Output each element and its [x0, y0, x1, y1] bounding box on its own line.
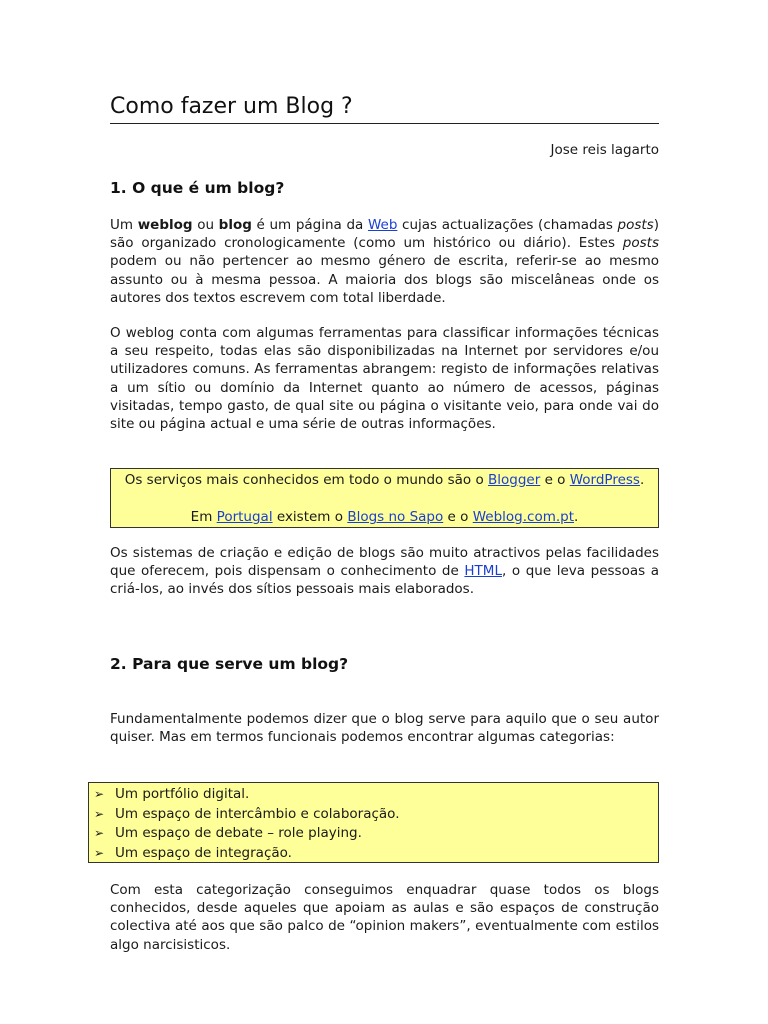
section-2-heading: 2. Para que serve um blog? — [110, 655, 349, 673]
list-item-text: Um espaço de integração. — [115, 844, 292, 861]
categories-list — [89, 783, 658, 863]
text-run: Em — [190, 509, 217, 525]
section-1-paragraph-1 — [110, 216, 659, 307]
italic-term-posts: posts — [617, 217, 654, 233]
text-run: cujas actualizações (chamadas — [397, 217, 618, 233]
portugal-link[interactable]: Portugal — [216, 509, 273, 525]
text-run: Os serviços mais conhecidos em todo o mundo são o — [124, 472, 488, 488]
text-run: podem ou não pertencer ao mesmo género de escrita, referir-se ao mesmo assunto ou à mesma pessoa. A maioria dos blogs são miscelâneas onde os autores dos textos escrevem com total liberdade. — [110, 253, 659, 306]
text-run: . — [639, 472, 645, 488]
wordpress-link[interactable]: WordPress — [569, 472, 640, 488]
section-1-paragraph-2: O weblog conta com algumas ferramentas para classificar informações técnicas a seu respeito, todas elas são disponibilizadas na Internet por servidores e/ou utilizadores comuns. As ferramentas abrangem: registo de informações relativas a um sítio ou domínio da Internet quanto ao número de acessos, páginas visitadas, tempo gasto, de qual site ou página o visitante veio, para onde vai do site ou página actual e uma série de outras informações. — [110, 325, 659, 433]
bold-term-weblog: weblog — [137, 217, 193, 233]
section-1-paragraph-3 — [110, 544, 659, 599]
text-run: existem o — [272, 509, 348, 525]
italic-term-posts: posts — [622, 235, 659, 252]
text-run: ) são organizado cronologicamente (como um histórico ou diário). Estes — [110, 217, 659, 252]
text-run: . — [574, 509, 579, 525]
text-run: ou — [192, 217, 219, 233]
section-1-heading: 1. O que é um blog? — [110, 179, 285, 197]
services-line-1 — [111, 469, 658, 489]
services-highlight-box — [110, 468, 659, 528]
text-run: e o — [540, 472, 570, 488]
weblog-com-pt-link[interactable]: Weblog.com.pt — [472, 509, 575, 525]
bold-term-blog: blog — [218, 217, 252, 233]
web-link[interactable]: Web — [367, 217, 398, 233]
html-link[interactable]: HTML — [464, 563, 502, 580]
arrow-bullet-icon: ➢ — [94, 806, 105, 821]
text-run: é um página da — [251, 217, 368, 233]
list-item-text: Um espaço de intercâmbio e colaboração. — [115, 805, 400, 822]
list-item — [89, 824, 658, 844]
arrow-bullet-icon: ➢ — [94, 826, 105, 840]
blogs-no-sapo-link[interactable]: Blogs no Sapo — [347, 509, 444, 525]
text-run: Um — [110, 217, 138, 233]
text-run: , o que leva pessoas a criá-los, ao invés dos sítios pessoais mais elaborados. — [110, 563, 659, 598]
page-title: Como fazer um Blog ? — [110, 92, 659, 124]
list-item — [89, 805, 658, 825]
text-run: e o — [443, 509, 473, 525]
section-2-intro: Fundamentalmente podemos dizer que o blog serve para aquilo que o seu autor quiser. Mas em termos funcionais podemos encontrar algumas categorias: — [110, 711, 659, 746]
list-item — [89, 785, 658, 805]
arrow-bullet-icon: ➢ — [94, 845, 105, 860]
author-name: Jose reis lagarto — [550, 142, 659, 158]
list-item-text: Um portfólio digital. — [115, 786, 250, 802]
arrow-bullet-icon: ➢ — [94, 787, 105, 801]
services-line-2 — [111, 489, 658, 526]
text-run: Os sistemas de criação e edição de blogs são muito atractivos pelas facilidades que oferecem, pois dispensam o conhecimento de — [110, 545, 659, 580]
list-item — [89, 844, 658, 864]
list-item-text: Um espaço de debate – role playing. — [115, 825, 362, 841]
section-2-outro: Com esta categorização conseguimos enquadrar quase todos os blogs conhecidos, desde aqueles que apoiam as aulas e são espaços de construção colectiva até aos que são palco de “opinion makers”, eventualmente com estilos algo narcisisticos. — [110, 882, 659, 953]
blogger-link[interactable]: Blogger — [488, 472, 541, 488]
categories-highlight-box — [88, 782, 659, 863]
